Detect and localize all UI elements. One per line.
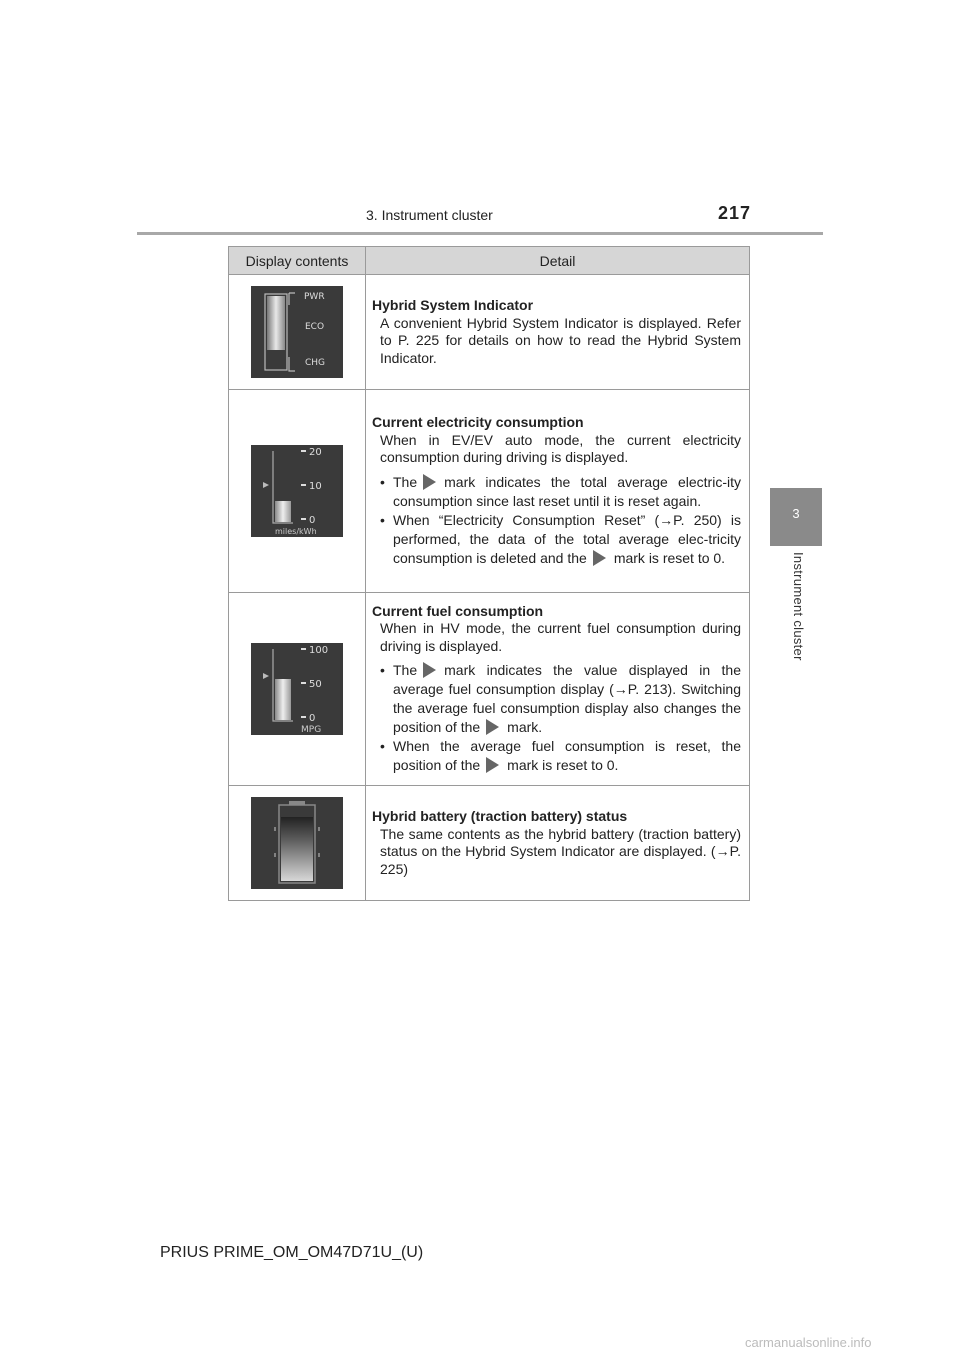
column-header: Display contents (229, 247, 366, 275)
pwr-label: PWR (304, 292, 325, 302)
triangle-mark-icon (593, 550, 606, 566)
table-row (229, 275, 750, 390)
row-title: Current fuel consumption (372, 602, 544, 619)
display-image-cell (229, 786, 366, 901)
tick-label: 0 (309, 713, 316, 724)
row-body: When in HV mode, the current fuel consumption during driving is displayed. (380, 620, 741, 654)
page-number: 217 (718, 203, 752, 223)
row-title: Hybrid battery (traction battery) status (372, 808, 628, 824)
section-title: 3. Instrument cluster (366, 207, 493, 223)
display-contents-table (228, 246, 750, 901)
triangle-mark-icon (423, 662, 436, 678)
tick-label: 20 (309, 447, 322, 458)
detail-cell (366, 390, 750, 593)
display-image-cell (229, 593, 366, 786)
list-item: • The mark indicates the total average electric-ity consumption since last reset until it is reset again. (380, 473, 741, 509)
chapter-number: 3 (792, 506, 800, 521)
list-item: • When the average fuel consumption is reset, the position of the mark is reset to 0. (380, 738, 741, 774)
document-id: PRIUS PRIME_OM_OM47D71U_(U) (160, 1244, 424, 1261)
tick-label: 100 (309, 645, 329, 656)
hybrid-battery-icon (251, 797, 343, 889)
triangle-mark-icon (486, 719, 499, 735)
detail-cell (366, 275, 750, 390)
eco-label: ECO (305, 322, 325, 332)
row-title: Hybrid System Indicator (372, 297, 534, 313)
list-item: • When “Electricity Consumption Reset” (→P. 250) is performed, the data of the total average elec-tricity consumption is deleted and the mark is reset to 0. (380, 511, 741, 566)
row-body: The same contents as the hybrid battery (traction battery) status on the Hybrid System Indicator are displayed. (→P. 225) (380, 825, 741, 877)
watermark: carmanualsonline.info (745, 1335, 872, 1350)
list-item: • The mark indicates the value displayed in the average fuel consumption display (→P. 213). Switching the average fuel consumption display also changes the position of the mark. (380, 662, 741, 736)
detail-cell (366, 786, 750, 901)
unit-label: miles/kWh (275, 527, 317, 536)
row-body: When in EV/EV auto mode, the current electricity consumption during driving is displayed. (380, 431, 741, 466)
table-row (229, 593, 750, 786)
hybrid-system-indicator-icon (251, 286, 343, 378)
unit-label: MPG (301, 725, 322, 735)
header-rule (137, 232, 823, 235)
fuel-consumption-gauge-icon (251, 643, 343, 735)
tick-label: 50 (309, 679, 322, 690)
table-row (229, 786, 750, 901)
detail-cell (366, 593, 750, 786)
table-header-row (229, 247, 750, 275)
chapter-tab (770, 488, 822, 546)
row-body: A convenient Hybrid System Indicator is displayed. Refer to P. 225 for details on how to read the Hybrid System Indicator. (380, 314, 741, 366)
bullet-list (372, 661, 741, 775)
display-image-cell (229, 390, 366, 593)
triangle-mark-icon (423, 474, 436, 490)
triangle-mark-icon (486, 757, 499, 773)
tick-label: 10 (309, 481, 322, 492)
column-header: Detail (366, 247, 750, 275)
electricity-consumption-gauge-icon (251, 445, 343, 537)
tick-label: 0 (309, 515, 316, 526)
row-title: Current electricity consumption (372, 414, 584, 431)
chapter-title: Instrument cluster (791, 552, 806, 661)
chg-label: CHG (305, 358, 326, 368)
bullet-list (372, 473, 741, 568)
table-row (229, 390, 750, 593)
display-image-cell (229, 275, 366, 390)
